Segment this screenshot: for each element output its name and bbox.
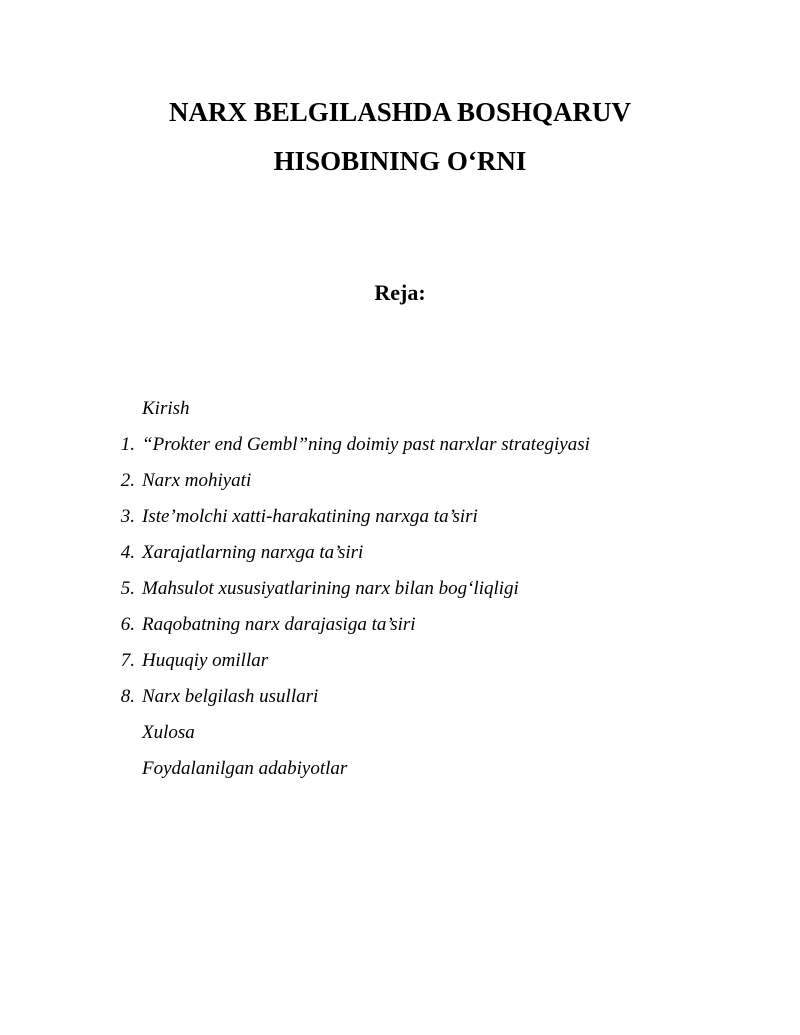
toc-item-references	[0, 755, 800, 791]
toc-item-number: 4.	[120, 542, 135, 563]
toc-item-intro	[0, 395, 800, 431]
toc-item-text: Iste’molchi xatti-harakatining narxga ta’siri	[142, 506, 478, 527]
toc-item-number: 7.	[120, 650, 135, 671]
toc-item-number: 3.	[120, 506, 135, 527]
document-title-line-1: NARX BELGILASHDA BOSHQARUV	[168, 97, 632, 127]
toc-item-7	[0, 647, 800, 683]
toc-item-number: 2.	[120, 470, 135, 491]
toc-item-text: Kirish	[142, 398, 190, 419]
toc-item-8	[0, 683, 800, 719]
toc-item-text: Narx belgilash usullari	[142, 686, 319, 707]
toc-item-1	[0, 431, 800, 467]
document-title-line-2: HISOBINING O‘RNI	[273, 146, 527, 176]
toc-item-text: “Prokter end Gembl”ning doimiy past narxlar strategiyasi	[142, 434, 590, 455]
toc-item-number: 1.	[120, 434, 135, 455]
toc-item-text: Foydalanilgan adabiyotlar	[142, 758, 348, 779]
toc-item-2	[0, 467, 800, 503]
plan-heading: Reja:	[374, 280, 426, 305]
toc-item-4	[0, 539, 800, 575]
table-of-contents	[0, 395, 800, 791]
toc-item-text: Raqobatning narx darajasiga ta’siri	[142, 614, 416, 635]
toc-item-3	[0, 503, 800, 539]
toc-item-conclusion	[0, 719, 800, 755]
toc-item-6	[0, 611, 800, 647]
toc-item-5	[0, 575, 800, 611]
toc-item-text: Xulosa	[142, 722, 195, 743]
toc-item-text: Xarajatlarning narxga ta’siri	[142, 542, 364, 563]
toc-item-text: Mahsulot xususiyatlarining narx bilan bog‘liqligi	[142, 578, 519, 599]
toc-item-text: Narx mohiyati	[142, 470, 252, 491]
toc-item-number: 5.	[120, 578, 135, 599]
toc-item-text: Huquqiy omillar	[142, 650, 269, 671]
toc-item-number: 6.	[120, 614, 135, 635]
toc-item-number: 8.	[120, 686, 135, 707]
